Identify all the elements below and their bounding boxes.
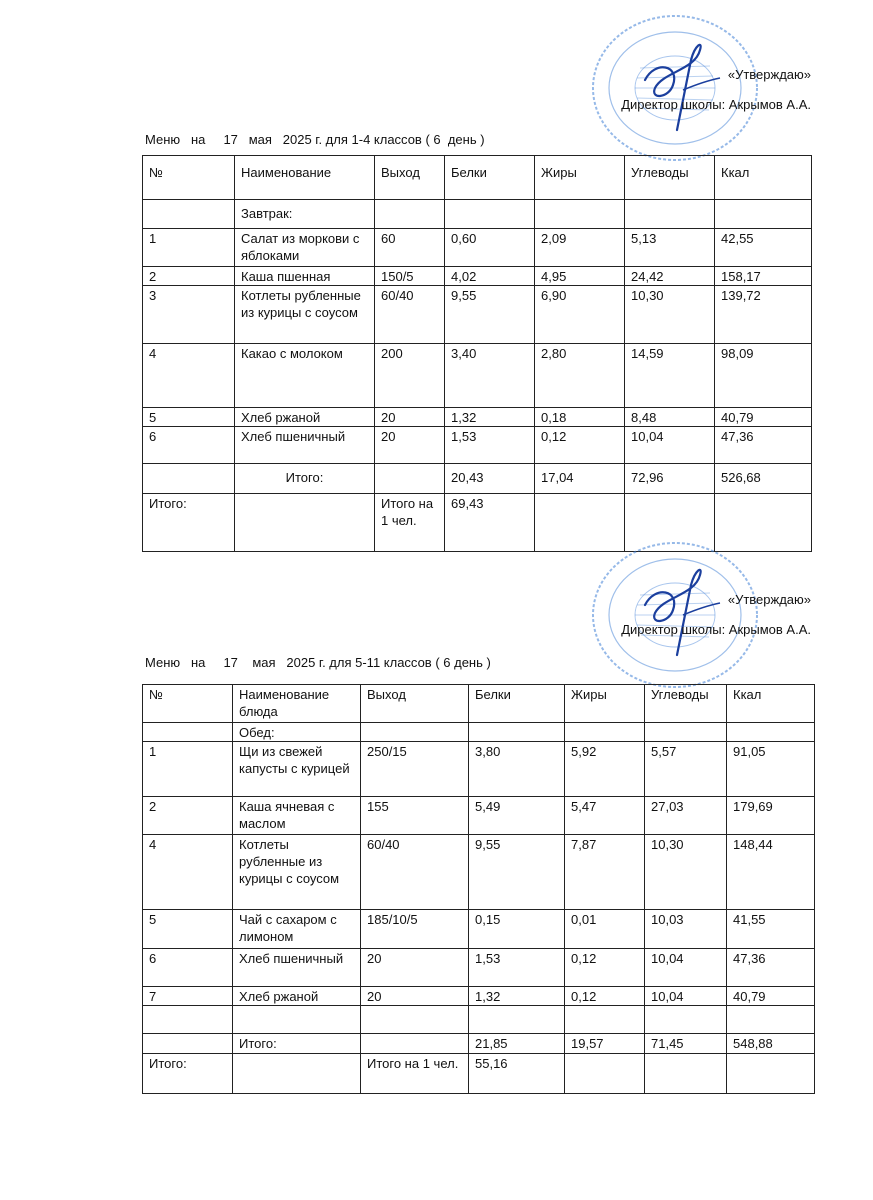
header-cell: Белки bbox=[445, 156, 535, 200]
table-cell: 1,53 bbox=[445, 427, 535, 464]
table-cell: 10,04 bbox=[645, 949, 727, 987]
table-cell: 5,92 bbox=[565, 742, 645, 797]
table-cell: 139,72 bbox=[715, 286, 812, 344]
table-row bbox=[143, 987, 815, 1006]
table-cell: 0,60 bbox=[445, 229, 535, 267]
header-cell: Углеводы bbox=[645, 685, 727, 723]
table-cell: Хлеб ржаной bbox=[233, 987, 361, 1006]
header-cell: № bbox=[143, 156, 235, 200]
empty-cell bbox=[233, 1054, 361, 1094]
table-cell: Хлеб ржаной bbox=[235, 408, 375, 427]
director-line: Директор школы: Акрымов А.А. bbox=[621, 622, 811, 637]
table-cell: 8,48 bbox=[625, 408, 715, 427]
table-cell: 47,36 bbox=[715, 427, 812, 464]
empty-cell bbox=[445, 200, 535, 229]
director-line: Директор школы: Акрымов А.А. bbox=[621, 97, 811, 112]
table-cell: 5 bbox=[143, 910, 233, 949]
table-cell: 10,30 bbox=[645, 835, 727, 910]
table-cell: 7,87 bbox=[565, 835, 645, 910]
table-row bbox=[143, 949, 815, 987]
table-cell: 0,12 bbox=[565, 949, 645, 987]
header-cell: № bbox=[143, 685, 233, 723]
table-cell: Хлеб пшеничный bbox=[235, 427, 375, 464]
table-cell: 60/40 bbox=[361, 835, 469, 910]
table-cell: 6,90 bbox=[535, 286, 625, 344]
table-row bbox=[143, 797, 815, 835]
totals-protein: 20,43 bbox=[445, 464, 535, 494]
approval-block-bottom bbox=[621, 585, 811, 645]
totals-label: Итого: bbox=[235, 464, 375, 494]
table-cell: 3,80 bbox=[469, 742, 565, 797]
table-cell: 4 bbox=[143, 835, 233, 910]
empty-cell bbox=[375, 200, 445, 229]
totals-kcal: 548,88 bbox=[727, 1034, 815, 1054]
empty-cell bbox=[535, 200, 625, 229]
table-cell: Хлеб пшеничный bbox=[233, 949, 361, 987]
empty-cell bbox=[469, 1006, 565, 1034]
table-cell: 1,32 bbox=[445, 408, 535, 427]
section-label: Завтрак: bbox=[235, 200, 375, 229]
table-cell: 2,80 bbox=[535, 344, 625, 408]
table-cell: 5,49 bbox=[469, 797, 565, 835]
empty-cell bbox=[143, 1006, 233, 1034]
table-cell: 5,13 bbox=[625, 229, 715, 267]
table-cell: 40,79 bbox=[715, 408, 812, 427]
table-cell: 2 bbox=[143, 267, 235, 286]
per-person-label: Итого: bbox=[143, 1054, 233, 1094]
table-row bbox=[143, 344, 812, 408]
table-cell: 1,32 bbox=[469, 987, 565, 1006]
table-cell: 10,04 bbox=[645, 987, 727, 1006]
table-cell: 150/5 bbox=[375, 267, 445, 286]
table-cell: 41,55 bbox=[727, 910, 815, 949]
table-cell: 42,55 bbox=[715, 229, 812, 267]
totals-row bbox=[143, 464, 812, 494]
header-cell: Выход bbox=[375, 156, 445, 200]
table-cell: Салат из моркови с яблоками bbox=[235, 229, 375, 267]
totals-carbs: 71,45 bbox=[645, 1034, 727, 1054]
table-cell: 5,47 bbox=[565, 797, 645, 835]
header-cell: Ккал bbox=[727, 685, 815, 723]
table-cell: 40,79 bbox=[727, 987, 815, 1006]
table-cell: Каша пшенная bbox=[235, 267, 375, 286]
table-cell: 2,09 bbox=[535, 229, 625, 267]
table-cell: 20 bbox=[375, 408, 445, 427]
totals-fat: 17,04 bbox=[535, 464, 625, 494]
empty-cell bbox=[143, 723, 233, 742]
table-cell: 7 bbox=[143, 987, 233, 1006]
per-person-label: Итого: bbox=[143, 494, 235, 552]
empty-cell bbox=[625, 200, 715, 229]
empty-cell bbox=[361, 723, 469, 742]
table-cell: 98,09 bbox=[715, 344, 812, 408]
empty-cell bbox=[645, 1006, 727, 1034]
totals-protein: 21,85 bbox=[469, 1034, 565, 1054]
empty-cell bbox=[361, 1006, 469, 1034]
table-cell: 1,53 bbox=[469, 949, 565, 987]
table-cell: 91,05 bbox=[727, 742, 815, 797]
table-cell: 20 bbox=[361, 987, 469, 1006]
table-cell: Котлеты рубленные из курицы с соусом bbox=[233, 835, 361, 910]
table-row bbox=[143, 427, 812, 464]
table-header-row bbox=[143, 156, 812, 200]
table-cell: 185/10/5 bbox=[361, 910, 469, 949]
empty-cell bbox=[715, 200, 812, 229]
table-cell: 155 bbox=[361, 797, 469, 835]
header-cell: Наименование bbox=[235, 156, 375, 200]
table-cell: 3,40 bbox=[445, 344, 535, 408]
empty-cell bbox=[625, 494, 715, 552]
approval-block-top bbox=[621, 60, 811, 120]
empty-row bbox=[143, 1006, 815, 1034]
table-cell: Чай с сахаром с лимоном bbox=[233, 910, 361, 949]
table-cell: 0,18 bbox=[535, 408, 625, 427]
table-row bbox=[143, 267, 812, 286]
section-row bbox=[143, 200, 812, 229]
empty-cell bbox=[143, 1034, 233, 1054]
header-cell: Выход bbox=[361, 685, 469, 723]
totals-fat: 19,57 bbox=[565, 1034, 645, 1054]
table-row bbox=[143, 286, 812, 344]
header-cell: Жиры bbox=[535, 156, 625, 200]
table-row bbox=[143, 408, 812, 427]
table-cell: 158,17 bbox=[715, 267, 812, 286]
table-cell: 1 bbox=[143, 742, 233, 797]
table-cell: 0,12 bbox=[535, 427, 625, 464]
table-cell: 1 bbox=[143, 229, 235, 267]
empty-cell bbox=[375, 464, 445, 494]
table-cell: Котлеты рубленные из курицы с соусом bbox=[235, 286, 375, 344]
table-cell: 27,03 bbox=[645, 797, 727, 835]
table-header-row bbox=[143, 685, 815, 723]
approval-heading: «Утверждаю» bbox=[727, 67, 811, 82]
table-cell: 3 bbox=[143, 286, 235, 344]
table-cell: Щи из свежей капусты с курицей bbox=[233, 742, 361, 797]
table-cell: 9,55 bbox=[469, 835, 565, 910]
table-cell: 6 bbox=[143, 949, 233, 987]
table-row bbox=[143, 910, 815, 949]
totals-kcal: 526,68 bbox=[715, 464, 812, 494]
totals-carbs: 72,96 bbox=[625, 464, 715, 494]
empty-cell bbox=[727, 1054, 815, 1094]
header-cell: Углеводы bbox=[625, 156, 715, 200]
header-cell: Жиры bbox=[565, 685, 645, 723]
section-row bbox=[143, 723, 815, 742]
table-cell: 60 bbox=[375, 229, 445, 267]
per-person-caption: Итого на 1 чел. bbox=[375, 494, 445, 552]
table-cell: 10,30 bbox=[625, 286, 715, 344]
empty-cell bbox=[645, 723, 727, 742]
menu-title-1-4: Меню на 17 мая 2025 г. для 1-4 классов ( 6 день ) bbox=[145, 132, 485, 147]
table-cell: 60/40 bbox=[375, 286, 445, 344]
empty-cell bbox=[645, 1054, 727, 1094]
empty-cell bbox=[727, 1006, 815, 1034]
table-cell: 20 bbox=[361, 949, 469, 987]
table-cell: 4,02 bbox=[445, 267, 535, 286]
table-cell: 4 bbox=[143, 344, 235, 408]
table-cell: 2 bbox=[143, 797, 233, 835]
empty-cell bbox=[565, 1006, 645, 1034]
empty-cell bbox=[233, 1006, 361, 1034]
table-cell: 10,04 bbox=[625, 427, 715, 464]
empty-cell bbox=[565, 1054, 645, 1094]
menu-table-5-11 bbox=[142, 684, 815, 1094]
per-person-row bbox=[143, 1054, 815, 1094]
menu-table-1-4 bbox=[142, 155, 812, 552]
per-person-row bbox=[143, 494, 812, 552]
empty-cell bbox=[143, 464, 235, 494]
menu-title-5-11: Меню на 17 мая 2025 г. для 5-11 классов ( 6 день ) bbox=[145, 655, 491, 670]
per-person-value: 69,43 bbox=[445, 494, 535, 552]
empty-cell bbox=[143, 200, 235, 229]
per-person-caption: Итого на 1 чел. bbox=[361, 1054, 469, 1094]
empty-cell bbox=[565, 723, 645, 742]
table-cell: 200 bbox=[375, 344, 445, 408]
table-cell: 0,15 bbox=[469, 910, 565, 949]
table-cell: 148,44 bbox=[727, 835, 815, 910]
table-cell: 20 bbox=[375, 427, 445, 464]
table-cell: 6 bbox=[143, 427, 235, 464]
totals-label: Итого: bbox=[233, 1034, 361, 1054]
table-row bbox=[143, 835, 815, 910]
table-cell: 14,59 bbox=[625, 344, 715, 408]
table-cell: 9,55 bbox=[445, 286, 535, 344]
approval-heading: «Утверждаю» bbox=[727, 592, 811, 607]
per-person-value: 55,16 bbox=[469, 1054, 565, 1094]
header-cell: Наименование блюда bbox=[233, 685, 361, 723]
table-cell: Каша ячневая с маслом bbox=[233, 797, 361, 835]
table-cell: 0,01 bbox=[565, 910, 645, 949]
header-cell: Ккал bbox=[715, 156, 812, 200]
table-cell: 5,57 bbox=[645, 742, 727, 797]
totals-row bbox=[143, 1034, 815, 1054]
empty-cell bbox=[361, 1034, 469, 1054]
table-cell: 250/15 bbox=[361, 742, 469, 797]
table-cell: 24,42 bbox=[625, 267, 715, 286]
empty-cell bbox=[727, 723, 815, 742]
empty-cell bbox=[535, 494, 625, 552]
table-cell: 47,36 bbox=[727, 949, 815, 987]
table-cell: 10,03 bbox=[645, 910, 727, 949]
table-cell: 179,69 bbox=[727, 797, 815, 835]
empty-cell bbox=[469, 723, 565, 742]
table-cell: 4,95 bbox=[535, 267, 625, 286]
header-cell: Белки bbox=[469, 685, 565, 723]
section-label: Обед: bbox=[233, 723, 361, 742]
table-row bbox=[143, 742, 815, 797]
table-cell: 0,12 bbox=[565, 987, 645, 1006]
table-cell: Какао с молоком bbox=[235, 344, 375, 408]
table-cell: 5 bbox=[143, 408, 235, 427]
empty-cell bbox=[715, 494, 812, 552]
table-row bbox=[143, 229, 812, 267]
empty-cell bbox=[235, 494, 375, 552]
